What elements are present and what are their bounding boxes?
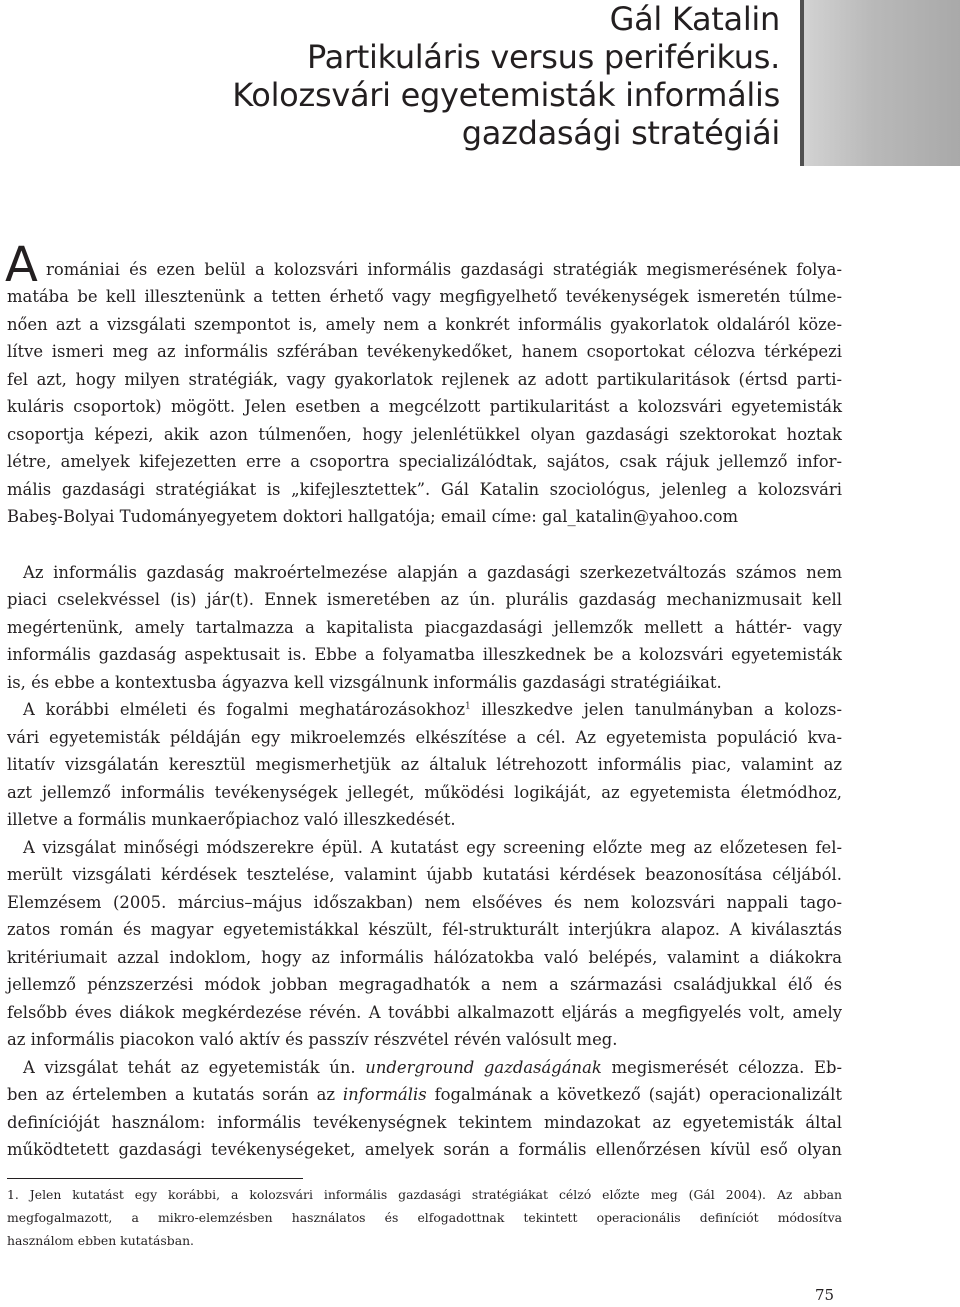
body-line: Elemzésem (2005. március–május időszakban) nem elsőéves és nem kolozsvári nappali tago- bbox=[7, 893, 842, 912]
intro-line: nően azt a vizsgálati szempontot is, amely nem a konkrét informális gyakorlatok oldaláról köze- bbox=[7, 315, 842, 334]
intro-line: Babeş-Bolyai Tudományegyetem doktori hallgatója; email címe: gal_katalin@yahoo.com bbox=[7, 507, 739, 526]
page-number: 75 bbox=[815, 1286, 835, 1304]
intro-line: fel azt, hogy milyen stratégiák, vagy gyakorlatok rejlenek az adott partikularitások (értsd parti- bbox=[7, 370, 842, 389]
body-line: működtetett gazdasági tevékenységeket, amelyek során a formális ellenőrzésen kívül eső olyan bbox=[7, 1140, 842, 1159]
title-line-1: Partikuláris versus periférikus. bbox=[307, 38, 780, 76]
footnote-line: használom ebben kutatásban. bbox=[7, 1233, 194, 1248]
article-header bbox=[80, 0, 780, 152]
footnote-line: 1. Jelen kutatást egy korábbi, a kolozsvári informális gazdasági stratégiákat célzó előzte meg (Gál 2004). Az abban bbox=[7, 1187, 842, 1202]
body-line: az informális piacokon való aktív és passzív részvétel révén valósult meg. bbox=[7, 1030, 618, 1049]
decorative-gray-block bbox=[800, 0, 960, 166]
drop-cap: A bbox=[5, 237, 38, 293]
footnote-line: megfogalmazott, a mikro-elemzésben használatos és elfogadottnak tekintett operacionális definíciót módosítva bbox=[7, 1210, 842, 1225]
body-line: A korábbi elméleti és fogalmi meghatározásokhoz$^1$ illeszkedve jelen tanulmányban a kolozs- bbox=[23, 700, 842, 719]
body-line: azt jellemző informális tevékenységek jellegét, működési logikáját, az egyetemista életmódhoz, bbox=[7, 783, 842, 802]
title-line-3: gazdasági stratégiái bbox=[461, 114, 780, 152]
body-line: A vizsgálat tehát az egyetemisták ún. underground gazdaságának megismerését célozza. Eb- bbox=[23, 1058, 843, 1077]
intro-line: matába be kell illesztenünk a tetten érhető vagy megfigyelhető tevékenységek ismeretén túlme- bbox=[7, 287, 842, 306]
body-line: litatív vizsgálatán keresztül megismerhetjük az általuk létrehozott informális piac, valamint az bbox=[7, 755, 842, 774]
body-line: merült vizsgálati kérdések tesztelése, valamint újabb kutatási kérdések beazonosítása céljából. bbox=[7, 865, 842, 884]
body-line: A vizsgálat minőségi módszerekre épül. A kutatást egy screening előzte meg az előzetesen fel- bbox=[23, 838, 842, 857]
intro-line: létre, amelyek kifejezetten erre a csoportra specializálódtak, sajátos, csak rájuk jellemző infor- bbox=[7, 452, 842, 471]
footnote-divider bbox=[7, 1178, 303, 1179]
title-line-2: Kolozsvári egyetemisták informális bbox=[232, 76, 780, 114]
body-line: megértenünk, amely tartalmazza a kapitalista piacgazdasági jellemzők mellett a háttér- vagy bbox=[7, 618, 842, 637]
intro-line: romániai és ezen belül a kolozsvári informális gazdasági stratégiák megismerésének folya- bbox=[46, 260, 842, 279]
intro-line: kuláris csoportok) mögött. Jelen esetben a megcélzott partikularitást a kolozsvári egyetemisták bbox=[7, 397, 842, 416]
body-line: vári egyetemisták példáján egy mikroelemzés elkészítése a cél. Az egyetemista populáció kva- bbox=[7, 728, 842, 747]
body-line: illetve a formális munkaerőpiachoz való illeszkedését. bbox=[7, 810, 456, 829]
body-line: informális gazdaság aspektusait is. Ebbe a folyamatba illeszkednek be a kolozsvári egyetemisták bbox=[7, 645, 842, 664]
body-line: felsőbb éves diákok megkérdezése révén. A további alkalmazott eljárás a megfigyelés volt, amely bbox=[7, 1003, 842, 1022]
intro-line: lítve ismeri meg az informális szférában tevékenykedőket, hanem csoportokat célozva térképezi bbox=[7, 342, 842, 361]
intro-line: csoportja képezi, akik azon túlmenően, hogy jelenlétükkel olyan gazdasági szektorokat hoztak bbox=[7, 425, 842, 444]
intro-line: mális gazdasági stratégiákat is „kifejlesztettek”. Gál Katalin szociológus, jelenleg a kolozsvári bbox=[7, 480, 842, 499]
footnote-ref-1[interactable]: 1 bbox=[465, 701, 471, 712]
body-line: piaci cselekvéssel (is) jár(t). Ennek ismeretében az ún. plurális gazdaság mechanizmusait kell bbox=[7, 590, 842, 609]
body-line: zatos román és magyar egyetemistákkal készült, fél-strukturált interjúkra alapoz. A kiválasztás bbox=[7, 920, 842, 939]
body-line: kritériumait azzal indoklom, hogy az informális hálózatokba való belépés, valamint a diákokra bbox=[7, 948, 842, 967]
body-line: definícióját használom: informális tevékenységnek tekintem mindazokat az egyetemisták által bbox=[7, 1113, 842, 1132]
author-name: Gál Katalin bbox=[609, 0, 780, 38]
body-line: ben az értelemben a kutatás során az informális fogalmának a következő (saját) operacionalizált bbox=[7, 1085, 842, 1104]
body-line: jellemző pénzszerzési módok jobban megragadhatók a nem a származási családjukkal élő és bbox=[7, 975, 842, 994]
body-line: is, és ebbe a kontextusba ágyazva kell vizsgálnunk informális gazdasági stratégiáikat. bbox=[7, 673, 722, 692]
body-line: Az informális gazdaság makroértelmezése alapján a gazdasági szerkezetváltozás számos nem bbox=[23, 563, 842, 582]
